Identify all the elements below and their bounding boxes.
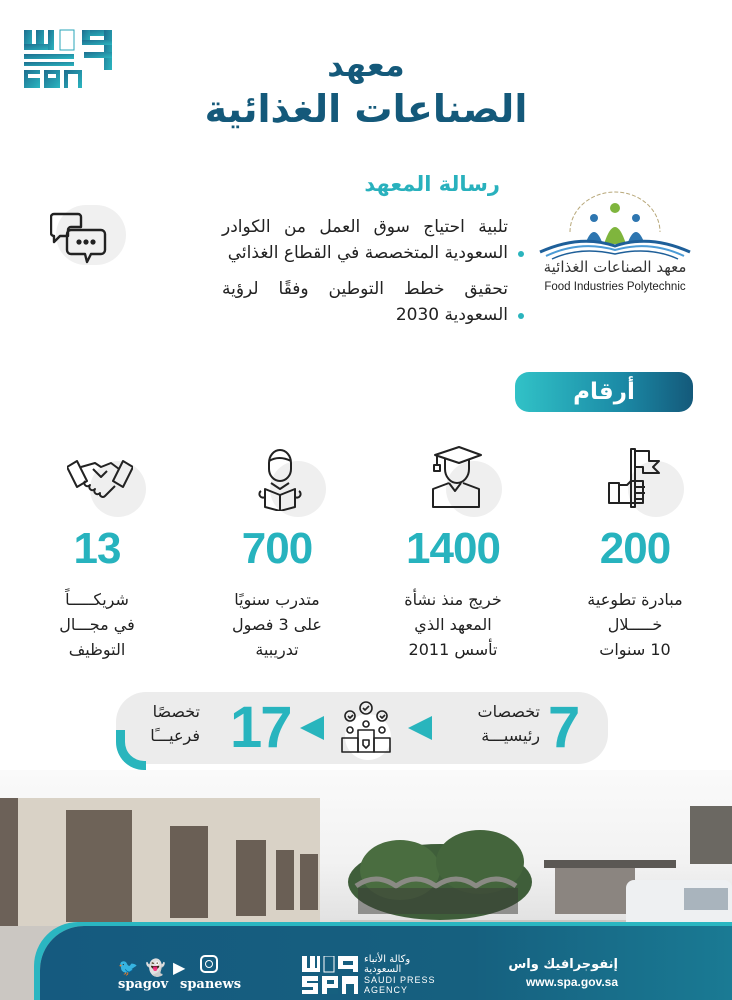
reader-icon xyxy=(247,445,313,511)
mission-bullet: تحقيق خطط التوطين وفقًا لرؤية السعودية 2030 xyxy=(222,276,522,328)
stat-value: 13 xyxy=(73,524,121,573)
arrow-left-icon xyxy=(300,716,324,740)
agency-name-en-2: AGENCY xyxy=(364,985,409,995)
website-link[interactable]: www.spa.gov.sa xyxy=(525,975,618,989)
label-line: رئيسيـــة xyxy=(481,726,540,745)
spa-footer-logo xyxy=(302,956,362,994)
stat-label-line: تأسس 2011 xyxy=(408,640,498,659)
stat-label-line: المعهد الذي xyxy=(414,615,492,634)
youtube-icon[interactable]: ▶ xyxy=(173,958,187,977)
page-title xyxy=(0,45,732,133)
hand-flag-icon xyxy=(605,445,671,511)
stat-label-line: في مجـــال xyxy=(59,615,135,634)
twitter-icon[interactable]: 🐦 xyxy=(118,958,139,977)
stat-label-line: خريج منذ نشأة xyxy=(404,590,502,609)
stat-label-line: متدرب سنويًا xyxy=(234,590,320,609)
stat-label-line: التوظيف xyxy=(68,640,126,659)
agency-name-en-1: SAUDI PRESS xyxy=(364,975,436,985)
agency-name-ar-1: وكالة الأنباء xyxy=(364,954,411,965)
label-line: فرعيـــًا xyxy=(150,726,200,745)
snapchat-icon[interactable]: 👻 xyxy=(145,958,167,977)
conference-icon xyxy=(338,700,394,756)
sub-specialties-value: 17 xyxy=(230,695,291,760)
stat-value: 700 xyxy=(241,524,313,573)
stat-value: 1400 xyxy=(406,524,500,573)
institute-name-english: Food Industries Polytechnic xyxy=(544,281,686,293)
stat-label-line: خـــــلال xyxy=(607,615,663,634)
numbers-heading: أرقام xyxy=(515,372,693,412)
handshake-icon xyxy=(67,445,133,511)
chat-bubbles-icon xyxy=(50,210,110,268)
stat-initiatives xyxy=(550,445,720,662)
main-specialties-value: 7 xyxy=(548,695,581,760)
social-icons xyxy=(118,958,186,977)
agency-name xyxy=(364,955,436,995)
agency-name-ar-2: السعودية xyxy=(364,964,402,975)
arrow-left-icon xyxy=(408,716,432,740)
mission-bullet: تلبية احتياج سوق العمل من الكوادر السعودية المتخصصة في القطاع الغذائي xyxy=(222,214,522,266)
infographic-label: إنفوجرافيك واس xyxy=(508,957,618,972)
sub-specialties-label xyxy=(128,700,200,748)
social-handle-spanews[interactable]: spanews xyxy=(180,977,242,992)
stat-trainees xyxy=(192,445,362,662)
label-line: تخصصات xyxy=(477,702,540,721)
title-line-1: معهد xyxy=(327,46,405,84)
main-specialties-label xyxy=(460,700,540,748)
institute-name-arabic: معهد الصناعات الغذائية xyxy=(543,258,687,276)
stat-label-line: شريكـــــاً xyxy=(65,590,129,609)
label-line: تخصصًا xyxy=(152,702,200,721)
stat-value: 200 xyxy=(599,524,671,573)
graduate-icon xyxy=(423,445,489,511)
title-line-2: الصناعات الغذائية xyxy=(204,87,528,131)
stat-graduates xyxy=(368,445,538,662)
social-handle-spagov[interactable]: spagov xyxy=(118,977,169,992)
mission-bullets xyxy=(222,214,522,338)
mission-heading: رسالة المعهد xyxy=(364,172,500,196)
stat-label-line: 10 سنوات xyxy=(599,640,671,659)
stat-label-line: تدريبية xyxy=(255,640,299,659)
stat-partners xyxy=(12,445,182,662)
instagram-icon[interactable] xyxy=(200,955,218,973)
stat-label-line: مبادرة تطوعية xyxy=(587,590,683,609)
stat-label-line: على 3 فصول xyxy=(232,615,322,634)
